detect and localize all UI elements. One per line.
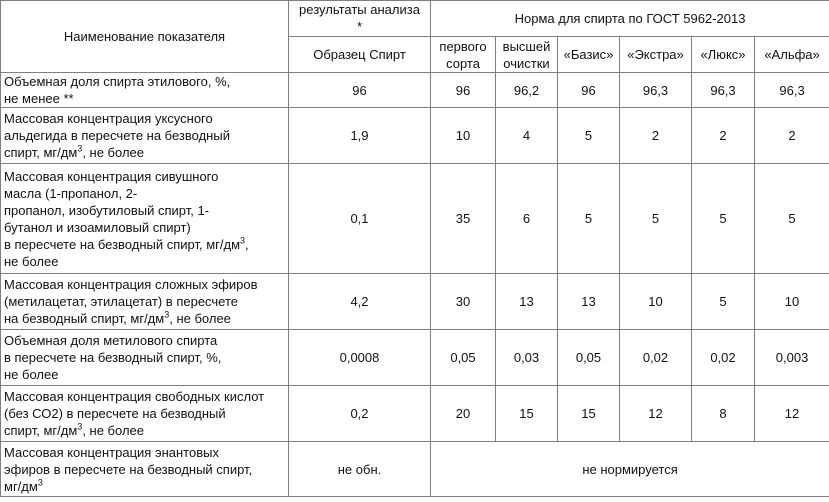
norm-value: 0,05 <box>431 330 496 386</box>
analysis-results-header-mark: * <box>356 19 363 34</box>
norm-value: 15 <box>558 386 620 442</box>
grade-first-header <box>431 37 496 73</box>
grade-highest-line1: высшей <box>502 38 551 54</box>
gost-norm-header: Норма для спирта по ГОСТ 5962-2013 <box>431 1 829 37</box>
norm-value: 10 <box>755 274 829 330</box>
table-row <box>1 108 829 164</box>
name-text: , <box>245 236 249 252</box>
superscript: 3 <box>77 143 83 154</box>
name-text: Объемная доля спирта этилового, %, <box>4 74 231 89</box>
norm-value: 8 <box>692 386 755 442</box>
table-row <box>1 442 829 497</box>
sample-value: 0,0008 <box>289 330 431 386</box>
indicator-header: Наименование показателя <box>1 1 289 73</box>
norm-value: 5 <box>692 274 755 330</box>
norm-value: 96,3 <box>620 73 692 108</box>
sample-value: не обн. <box>289 442 431 497</box>
norm-value: 2 <box>620 108 692 164</box>
sample-value: 4,2 <box>289 274 431 330</box>
norm-value: 96 <box>431 73 496 108</box>
name-text: спирт, мг/дм <box>4 145 78 160</box>
name-text: не более <box>4 367 59 382</box>
norm-value: 12 <box>755 386 829 442</box>
norm-value: 15 <box>496 386 558 442</box>
name-text: пропанол, изобутиловый спирт, 1- <box>4 202 210 218</box>
norm-value: 5 <box>558 164 620 274</box>
norm-value: 13 <box>558 274 620 330</box>
norm-value: 30 <box>431 274 496 330</box>
indicator-name <box>1 330 289 386</box>
norm-value: 13 <box>496 274 558 330</box>
name-text: масла (1-пропанол, 2- <box>4 185 138 201</box>
sample-value: 1,9 <box>289 108 431 164</box>
superscript: 3 <box>240 235 246 246</box>
superscript: 3 <box>77 421 83 432</box>
norm-value: 0,02 <box>620 330 692 386</box>
norm-value: 0,03 <box>496 330 558 386</box>
name-text: спирт, мг/дм <box>4 423 78 438</box>
indicator-name <box>1 386 289 442</box>
sample-value: 0,2 <box>289 386 431 442</box>
grade-first-line1: первого <box>439 38 487 54</box>
superscript: 3 <box>164 309 170 320</box>
norm-value: 0,05 <box>558 330 620 386</box>
norm-value: 96 <box>558 73 620 108</box>
norm-value: 2 <box>755 108 829 164</box>
name-text: Массовая концентрация сивушного <box>4 168 219 184</box>
norm-value: 5 <box>755 164 829 274</box>
table-row <box>1 386 829 442</box>
analysis-results-header-line: результаты анализа <box>299 2 420 17</box>
grade-highest-header <box>496 37 558 73</box>
norm-value: 96,2 <box>496 73 558 108</box>
name-text: в пересчете на безводный спирт, мг/дм <box>4 236 241 252</box>
norm-value: 20 <box>431 386 496 442</box>
name-text: , не более <box>82 423 144 438</box>
indicator-name <box>1 442 289 497</box>
sample-value: 0,1 <box>289 164 431 274</box>
name-text: мг/дм <box>4 478 38 494</box>
table-row <box>1 274 829 330</box>
indicator-name <box>1 164 289 274</box>
norm-value: 6 <box>496 164 558 274</box>
name-text: альдегида в пересчете на безводный <box>4 128 230 143</box>
grade-lux-header: «Люкс» <box>692 37 755 73</box>
name-text: , не более <box>82 145 144 160</box>
norm-value: 96,3 <box>755 73 829 108</box>
grade-first-line2: сорта <box>446 55 480 71</box>
name-text: эфиров в пересчете на безводный спирт, <box>4 461 253 477</box>
name-text: не менее ** <box>4 91 74 106</box>
norm-value: 2 <box>692 108 755 164</box>
norm-value: 10 <box>620 274 692 330</box>
name-text: Массовая концентрация уксусного <box>4 111 213 126</box>
name-text: , не более <box>169 311 231 326</box>
norm-value: 0,003 <box>755 330 829 386</box>
name-text: (без СО2) в пересчете на безводный <box>4 406 226 421</box>
grade-extra-header: «Экстра» <box>620 37 692 73</box>
grade-basis-header: «Базис» <box>558 37 620 73</box>
table-row <box>1 164 829 274</box>
norm-value: 4 <box>496 108 558 164</box>
norm-value-not-regulated: не нормируется <box>431 442 829 497</box>
name-text: в пересчете на безводный спирт, %, <box>4 350 222 365</box>
name-text: Массовая концентрация свободных кислот <box>4 389 265 404</box>
norm-value: 10 <box>431 108 496 164</box>
sample-value: 96 <box>289 73 431 108</box>
header-row-1 <box>1 1 829 37</box>
norm-value: 12 <box>620 386 692 442</box>
indicator-name <box>1 108 289 164</box>
norm-value: 35 <box>431 164 496 274</box>
indicator-name <box>1 73 289 108</box>
grade-alpha-header: «Альфа» <box>755 37 829 73</box>
name-text: Объемная доля метилового спирта <box>4 333 218 348</box>
name-text: бутанол и изоамиловый спирт) <box>4 219 191 235</box>
table-row <box>1 330 829 386</box>
table-row <box>1 73 829 108</box>
analysis-results-header <box>289 1 431 37</box>
name-text: Массовая концентрация энантовых <box>4 444 219 460</box>
norm-value: 5 <box>558 108 620 164</box>
sample-header: Образец Спирт <box>289 37 431 73</box>
norm-value: 0,02 <box>692 330 755 386</box>
superscript: 3 <box>37 477 43 488</box>
indicator-name <box>1 274 289 330</box>
name-text: на безводный спирт, мг/дм <box>4 311 165 326</box>
norm-value: 96,3 <box>692 73 755 108</box>
name-text: Массовая концентрация сложных эфиров <box>4 277 258 292</box>
name-text: не более <box>4 253 59 269</box>
name-text: (метилацетат, этилацетат) в пересчете <box>4 294 239 309</box>
norm-value: 5 <box>620 164 692 274</box>
grade-highest-line2: очистки <box>503 55 550 71</box>
norm-value: 5 <box>692 164 755 274</box>
